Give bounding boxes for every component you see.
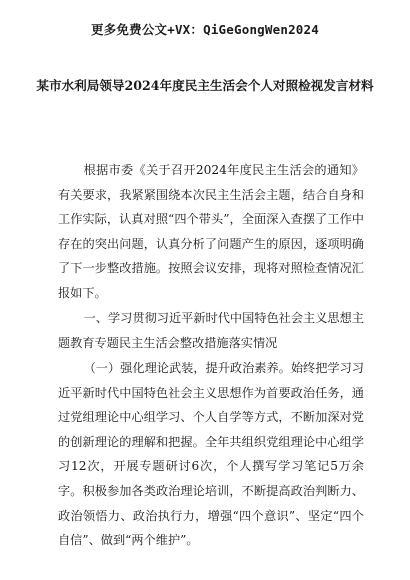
promo-header: 更多免费公文+VX：QiGeGongWen2024 <box>91 22 319 37</box>
document-title: 某市水利局领导2024年度民主生活会个人对照检视发言材料 <box>36 78 374 93</box>
section-heading-text: 一、学习贯彻习近平新时代中国特色社会主义思想主题教育专题民主生活会整改措施落实情况 <box>58 311 364 350</box>
body-paragraph-intro <box>58 158 364 306</box>
paragraph-text: （一）强化理论武装，提升政治素养。始终把学习习近平新时代中国特色社会主义思想作为首要政治任务，通过党组理论中心组学习、个人自学等方式，不断加深对党的创新理论的理解和把握。全年共组织党组理论中心组学习12次，开展专题研讨6次，个人撰写学习笔记5万余字。积极参加各类政治理论培训，不断提高政治判断力、政治领悟力、政治执行力，增强“四个意识”、坚定“四个自信”、做到“两个维护”。 <box>58 361 364 548</box>
paragraph-text: 根据市委《关于召开2024年度民主生活会的通知》有关要求，我紧紧围绕本次民主生活会主题，结合自身和工作实际，认真对照“四个带头”，全面深入查摆了工作中存在的突出问题，认真分析了问题产生的原因，逐项明确了下一步整改措施。按照会议安排，现将对照检查情况汇报如下。 <box>58 163 364 300</box>
body-paragraph-theory <box>58 356 364 553</box>
section-heading-one <box>58 306 364 355</box>
